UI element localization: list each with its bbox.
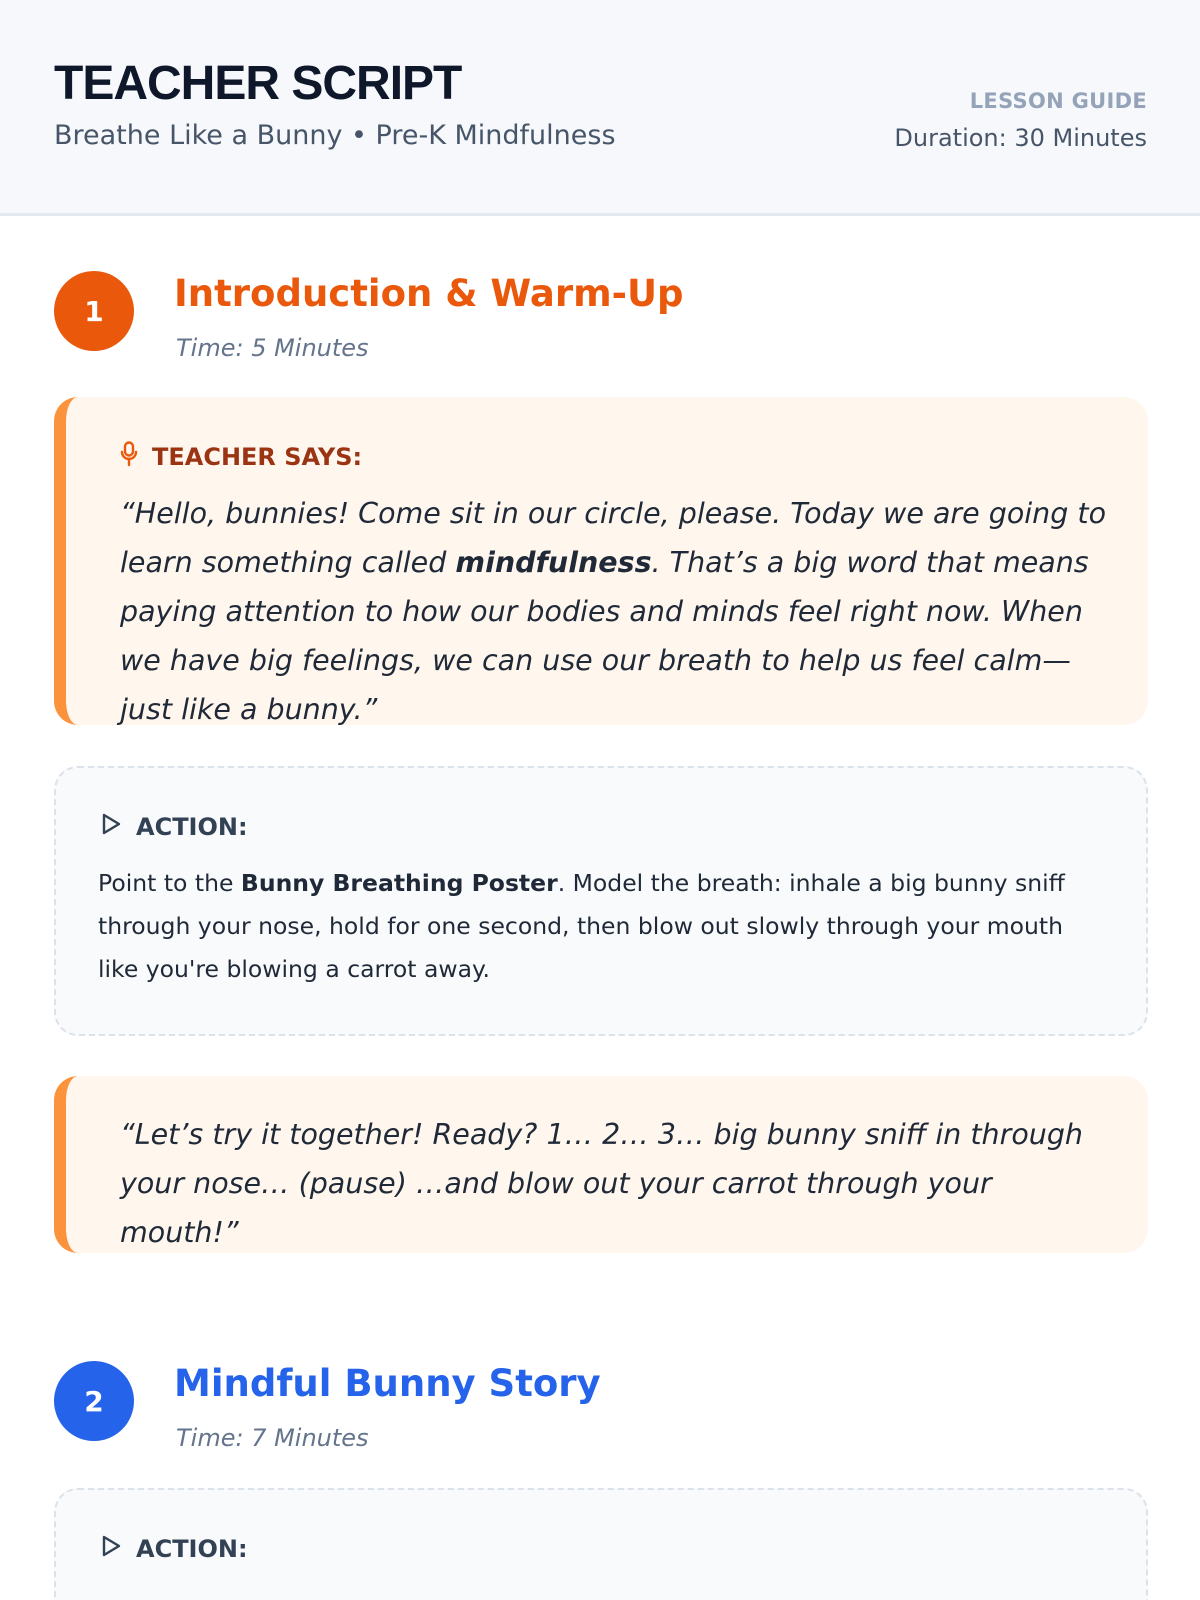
action-text — [98, 862, 1106, 991]
action-label: ACTION: — [136, 1535, 248, 1563]
section-2-number-badge: 2 — [54, 1361, 134, 1441]
section-1-time: Time: 5 Minutes — [176, 334, 369, 362]
section-1-action-box — [54, 766, 1148, 1036]
microphone-icon — [120, 441, 138, 473]
section-1-number-badge: 1 — [54, 271, 134, 351]
teacher-says-label: TEACHER SAYS: — [152, 443, 363, 471]
section-1-title: Introduction & Warm-Up — [174, 272, 684, 315]
teacher-says-text-part: . That’s a big word that means paying attention to how our bodies and minds feel right now. When we have big feelings, we can use our breath to help us feel calm—just like a bunny.” — [120, 546, 1089, 726]
play-outline-icon — [100, 1534, 122, 1564]
teacher-says-text — [120, 489, 1108, 734]
teacher-says-bold-term: mindfulness — [455, 546, 652, 579]
action-text-part: Point to the — [98, 869, 241, 897]
page-subtitle: Breathe Like a Bunny • Pre-K Mindfulness — [54, 120, 616, 151]
section-2-time: Time: 7 Minutes — [176, 1424, 369, 1452]
section-2-title: Mindful Bunny Story — [174, 1362, 601, 1405]
teacher-says-text-part: “Hello, bunnies! Come sit in our circle, please. Today we are going to learn something called — [120, 497, 1107, 579]
page-header — [0, 0, 1200, 216]
action-text-part: . Model the breath: inhale a big bunny sniff through your nose, hold for one second, then blow out slowly through your mouth like you're blowing a carrot away. — [98, 869, 1065, 983]
teacher-says-text-2: “Let’s try it together! Ready? 1… 2… 3… big bunny sniff in through your nose… (pause) …and blow out your carrot through your mouth!” — [120, 1118, 1083, 1249]
action-heading — [100, 812, 248, 842]
action-bold-term: Bunny Breathing Poster — [240, 869, 558, 897]
section-2-action-box — [54, 1488, 1148, 1600]
teacher-says-heading — [120, 441, 362, 473]
action-heading — [100, 1534, 248, 1564]
lesson-guide-label: LESSON GUIDE — [969, 89, 1147, 113]
play-outline-icon — [100, 812, 122, 842]
section-1-teacher-says-box-2 — [54, 1076, 1148, 1253]
section-1-teacher-says-box — [54, 397, 1148, 725]
lesson-duration: Duration: 30 Minutes — [894, 124, 1147, 152]
page-title: TEACHER SCRIPT — [54, 57, 462, 110]
action-label: ACTION: — [136, 813, 248, 841]
